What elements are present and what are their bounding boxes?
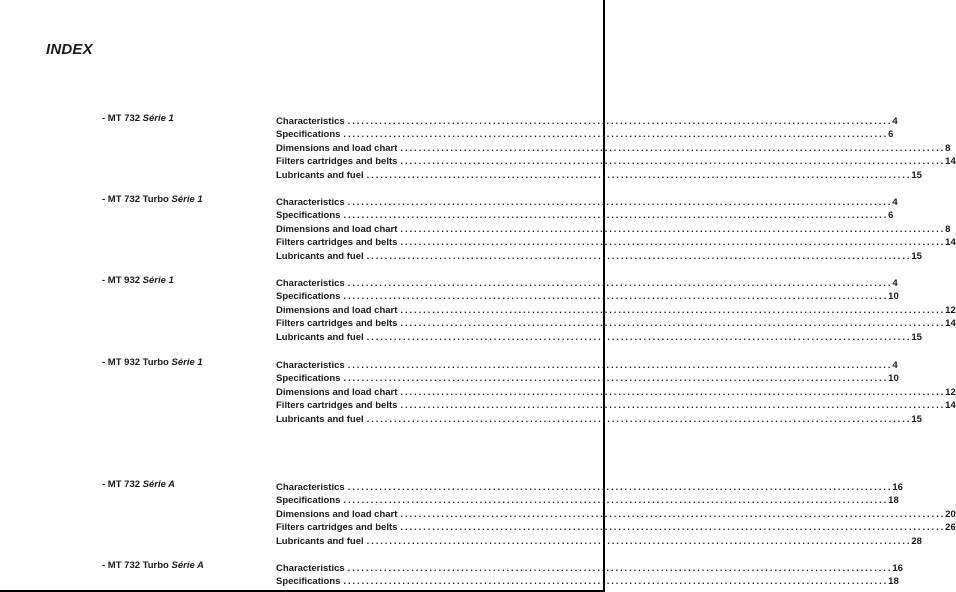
toc-entry[interactable] [276,208,894,222]
model-name [102,560,204,571]
model-prefix: - MT 732 Turbo [102,194,172,205]
toc-page-number: 6 [888,210,894,222]
toc-label: Characteristics [276,277,345,289]
dot-leader: ........................................................................................................................ [343,129,889,141]
dot-leader: ........................................................................................................................ [366,331,912,343]
dot-leader: ........................................................................................................................ [400,508,946,520]
dot-leader: ........................................................................................................................ [343,373,889,385]
toc-entry[interactable] [276,574,899,588]
toc-page-number: 4 [892,115,898,127]
dot-leader: ........................................................................................................................ [400,386,946,398]
dot-leader: ........................................................................................................................ [400,318,946,330]
toc-page-number: 15 [911,331,922,343]
toc-label: Characteristics [276,196,345,208]
toc-entries [276,479,956,547]
model-series: Série A [142,479,176,490]
model-prefix: - MT 932 [102,275,143,286]
toc-entries [276,275,956,343]
dot-leader: ........................................................................................................................ [347,115,893,127]
toc-label: Lubricants and fuel [276,535,364,547]
toc-entry[interactable] [276,194,898,208]
toc-label: Filters cartridges and belts [276,156,398,168]
toc-page-number: 18 [888,495,899,507]
model-name [102,479,175,490]
toc-entry[interactable] [276,493,899,507]
toc-page-number: 4 [892,196,898,208]
model-series: Série 1 [171,357,203,368]
toc-entry[interactable] [276,533,922,547]
model-name [102,357,203,368]
model-prefix: - MT 732 [102,113,143,124]
toc-label: Filters cartridges and belts [276,522,398,534]
dot-leader: ........................................................................................................................ [400,142,946,154]
toc-label: Lubricants and fuel [276,413,364,425]
toc-page-number: 12 [945,386,956,398]
toc-page-number: 10 [888,373,899,385]
toc-entry[interactable] [276,235,956,249]
toc-label: Specifications [276,576,341,588]
toc-page-number: 16 [892,562,903,574]
model-prefix: - MT 732 Turbo [102,560,172,571]
toc-entries [276,357,956,425]
toc-label: Specifications [276,291,341,303]
dot-leader: ........................................................................................................................ [343,210,889,222]
toc-entry[interactable] [276,140,951,154]
toc-page-number: 16 [892,481,903,493]
toc-page-number: 18 [888,576,899,588]
toc-page-number: 14 [945,318,956,330]
dot-leader: ........................................................................................................................ [343,495,889,507]
toc-label: Specifications [276,129,341,141]
toc-page-number: 12 [945,304,956,316]
toc-label: Dimensions and load chart [276,386,398,398]
dot-leader: ........................................................................................................................ [347,196,893,208]
toc-label: Filters cartridges and belts [276,237,398,249]
toc-page-number: 15 [911,250,922,262]
toc-page-number: 8 [945,142,951,154]
toc-entry[interactable] [276,302,956,316]
toc-entry[interactable] [276,127,894,141]
model-name [102,275,174,286]
toc-page-number: 15 [911,169,922,181]
dot-leader: ........................................................................................................................ [347,277,893,289]
dot-leader: ........................................................................................................................ [400,522,946,534]
toc-label: Characteristics [276,359,345,371]
model-series: Série 1 [142,275,174,286]
toc-entry[interactable] [276,384,956,398]
toc-page-number: 4 [892,359,898,371]
toc-entry[interactable] [276,154,956,168]
toc-label: Lubricants and fuel [276,250,364,262]
toc-page-number: 10 [888,291,899,303]
dot-leader: ........................................................................................................................ [400,223,946,235]
model-name [102,194,203,205]
dot-leader: ........................................................................................................................ [366,250,912,262]
model-prefix: - MT 732 [102,479,143,490]
toc-entry[interactable] [276,113,898,127]
toc-label: Filters cartridges and belts [276,400,398,412]
model-series: Série 1 [142,113,174,124]
toc-label: Dimensions and load chart [276,142,398,154]
toc-label: Dimensions and load chart [276,304,398,316]
dot-leader: ........................................................................................................................ [366,169,912,181]
dot-leader: ........................................................................................................................ [343,291,889,303]
toc-entries [276,113,956,181]
toc-label: Characteristics [276,562,345,574]
toc-label: Specifications [276,210,341,222]
model-series: Série A [171,560,204,571]
toc-page-number: 14 [945,400,956,412]
dot-leader: ........................................................................................................................ [366,535,912,547]
toc-page-number: 14 [945,156,956,168]
toc-entry[interactable] [276,289,899,303]
toc-entry[interactable] [276,329,922,343]
toc-label: Characteristics [276,115,345,127]
toc-label: Dimensions and load chart [276,223,398,235]
toc-label: Specifications [276,495,341,507]
toc-entry[interactable] [276,371,899,385]
model-series: Série 1 [171,194,203,205]
toc-page-number: 8 [945,223,951,235]
toc-label: Lubricants and fuel [276,169,364,181]
toc-page-number: 20 [945,508,956,520]
toc-entry[interactable] [276,248,922,262]
toc-entries [276,194,956,262]
dot-leader: ........................................................................................................................ [400,156,946,168]
toc-entry[interactable] [276,411,922,425]
dot-leader: ........................................................................................................................ [400,304,946,316]
toc-page-number: 26 [945,522,956,534]
toc-entry[interactable] [276,520,956,534]
toc-entry[interactable] [276,221,951,235]
toc-label: Filters cartridges and belts [276,318,398,330]
dot-leader: ........................................................................................................................ [366,413,912,425]
toc-page-number: 15 [911,413,922,425]
model-name [102,113,174,124]
toc-page-number: 14 [945,237,956,249]
toc-page-number: 6 [888,129,894,141]
toc-entry[interactable] [276,506,956,520]
dot-leader: ........................................................................................................................ [347,481,893,493]
page-title: INDEX [46,41,93,58]
toc-label: Dimensions and load chart [276,508,398,520]
toc-page-number: 28 [911,535,922,547]
toc-entry[interactable] [276,398,956,412]
toc-entry[interactable] [276,357,898,371]
toc-entries [276,560,903,588]
toc-entry[interactable] [276,479,903,493]
toc-page-number: 4 [892,277,898,289]
toc-label: Specifications [276,373,341,385]
dot-leader: ........................................................................................................................ [347,562,893,574]
dot-leader: ........................................................................................................................ [400,237,946,249]
model-prefix: - MT 932 Turbo [102,357,172,368]
toc-label: Lubricants and fuel [276,331,364,343]
toc-entry[interactable] [276,560,903,574]
toc-label: Characteristics [276,481,345,493]
dot-leader: ........................................................................................................................ [347,359,893,371]
toc-entry[interactable] [276,316,956,330]
dot-leader: ........................................................................................................................ [400,400,946,412]
toc-entry[interactable] [276,167,922,181]
toc-entry[interactable] [276,275,898,289]
dot-leader: ........................................................................................................................ [343,576,889,588]
